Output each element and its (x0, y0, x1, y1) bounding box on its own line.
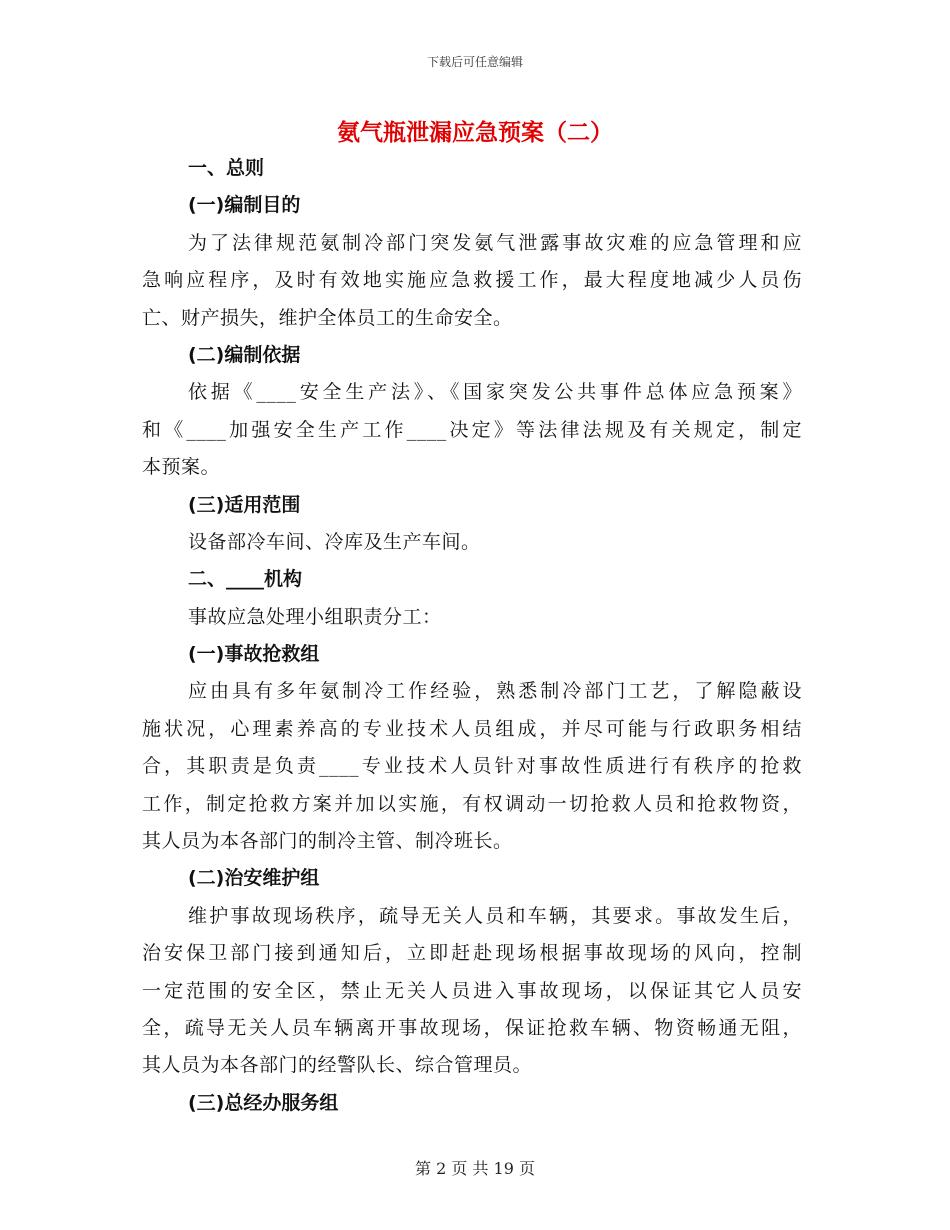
section-heading: 一、总则 (188, 157, 265, 179)
body-text-line: 其人员为本各部门的经警队长、综合管理员。 (142, 1054, 533, 1077)
body-text-line: 设备部冷车间、冷库及生产车间。 (188, 530, 481, 553)
page-footer: 第 2 页 共 19 页 (415, 1159, 535, 1178)
section-heading: (一)编制目的 (188, 194, 301, 217)
body-text-line: 其人员为本各部门的制冷主管、制冷班长。 (142, 830, 513, 853)
body-text-line: 应由具有多年氨制冷工作经验，熟悉制冷部门工艺，了解隐蔽设 (188, 680, 802, 703)
body-text-line: 维护事故现场秩序，疏导无关人员和车辆，其要求。事故发生后， (188, 904, 802, 927)
document-title: 氨气瓶泄漏应急预案（二） (337, 120, 613, 146)
body-text-line: 本预案。 (142, 456, 221, 479)
body-text-line: 急响应程序，及时有效地实施应急救援工作，最大程度地减少人员伤 (142, 269, 802, 292)
header-note: 下载后可任意编辑 (426, 55, 523, 69)
section-heading: (二)编制依据 (188, 343, 301, 366)
body-text-line: 事故应急处理小组职责分工： (188, 605, 442, 628)
section-heading: (三)总经办服务组 (188, 1091, 339, 1114)
body-text-line: 依据《____安全生产法》、《国家突发公共事件总体应急预案》 (188, 381, 802, 404)
section-heading: (三)适用范围 (188, 493, 301, 516)
body-text-line: 施状况，心理素养高的专业技术人员组成，并尽可能与行政职务相结 (142, 717, 802, 740)
body-text-line: 合，其职责是负责____专业技术人员针对事故性质进行有秩序的抢救 (142, 755, 802, 778)
body-text-line: 和《____加强安全生产工作____决定》等法律法规及有关规定，制定 (142, 418, 802, 441)
body-text-line: 一定范围的安全区，禁止无关人员进入事故现场，以保证其它人员安 (142, 979, 802, 1002)
body-text-line: 工作，制定抢救方案并加以实施，有权调动一切抢救人员和抢救物资， (142, 792, 802, 815)
body-text-line: 亡、财产损失，维护全体员工的生命安全。 (142, 306, 513, 329)
body-text-line: 为了法律规范氨制冷部门突发氨气泄露事故灾难的应急管理和应 (188, 231, 802, 254)
body-text-line: 全，疏导无关人员车辆离开事故现场，保证抢救车辆、物资畅通无阻， (142, 1016, 802, 1039)
section-heading: (二)治安维护组 (188, 867, 320, 890)
section-heading: (一)事故抢救组 (188, 643, 320, 666)
section-heading: 二、____机构 (188, 568, 303, 591)
body-text-line: 治安保卫部门接到通知后，立即赶赴现场根据事故现场的风向，控制 (142, 942, 802, 965)
document-body (142, 150, 802, 1122)
